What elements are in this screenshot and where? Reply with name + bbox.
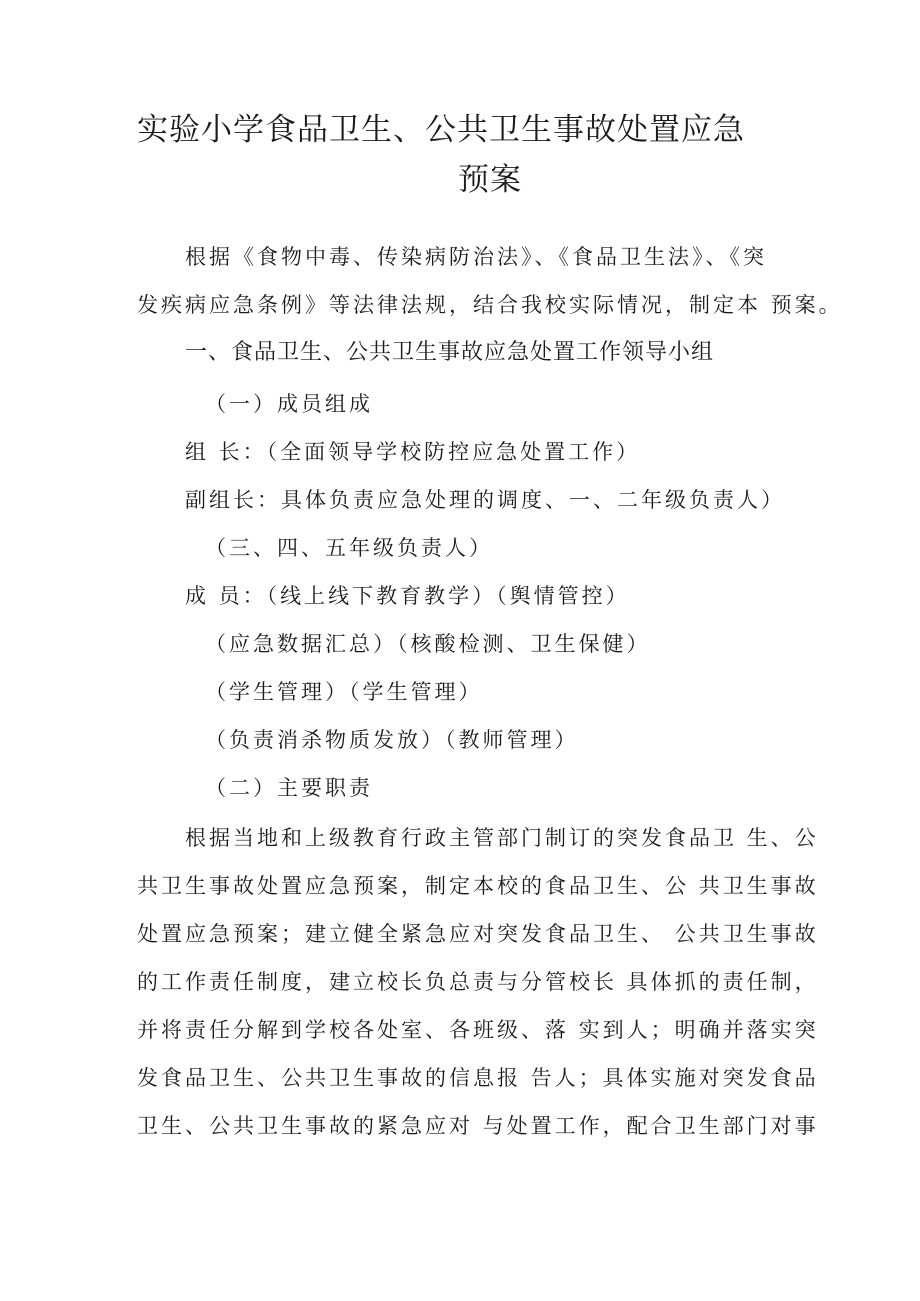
intro-paragraph-line-2: 发疾病应急条例》等法律法规，结合我校实际情况，制定本 预案。 bbox=[137, 293, 843, 317]
team-leader-line: 组 长：（全面领导学校防控应急处置工作） bbox=[185, 440, 641, 464]
members-line-1: 成 员：（线上线下教育教学）（舆情管控） bbox=[185, 584, 630, 608]
subheading-duties: （二）主要职责 bbox=[205, 776, 373, 800]
duties-line-7: 卫生、公共卫生事故的紧急应对 与处置工作，配合卫生部门对事 bbox=[137, 1114, 819, 1138]
members-line-3: （学生管理）（学生管理） bbox=[205, 680, 483, 704]
deputy-leader-line: 副组长：具体负责应急处理的调度、一、二年级负责人） bbox=[185, 488, 785, 512]
document-title-line-2: 预案 bbox=[458, 162, 522, 198]
duties-line-1: 根据当地和上级教育行政主管部门制订的突发食品卫 生、公 bbox=[185, 826, 819, 850]
duties-line-6: 发食品卫生、公共卫生事故的信息报 告人；具体实施对突发食品 bbox=[137, 1066, 819, 1090]
members-line-2: （应急数据汇总）（核酸检测、卫生保健） bbox=[205, 632, 651, 656]
deputy-leader-line-2: （三、四、五年级负责人） bbox=[205, 536, 493, 560]
duties-line-2: 共卫生事故处置应急预案，制定本校的食品卫生、公 共卫生事故 bbox=[137, 874, 819, 898]
document-title-line-1: 实验小学食品卫生、公共卫生事故处置应急 bbox=[137, 112, 745, 148]
subheading-members: （一）成员组成 bbox=[205, 392, 373, 416]
section-heading-1: 一、食品卫生、公共卫生事故应急处置工作领导小组 bbox=[185, 340, 715, 365]
members-line-4: （负责消杀物质发放）（教师管理） bbox=[205, 728, 579, 752]
duties-line-3: 处置应急预案；建立健全紧急应对突发食品卫生、 公共卫生事故 bbox=[137, 922, 819, 946]
duties-line-5: 并将责任分解到学校各处室、各班级、落 实到人；明确并落实突 bbox=[137, 1018, 819, 1042]
duties-line-4: 的工作责任制度，建立校长负总责与分管校长 具体抓的责任制， bbox=[137, 970, 819, 994]
intro-paragraph-line-1: 根据《食物中毒、传染病防治法》、《食品卫生法》、《突 bbox=[185, 245, 767, 269]
